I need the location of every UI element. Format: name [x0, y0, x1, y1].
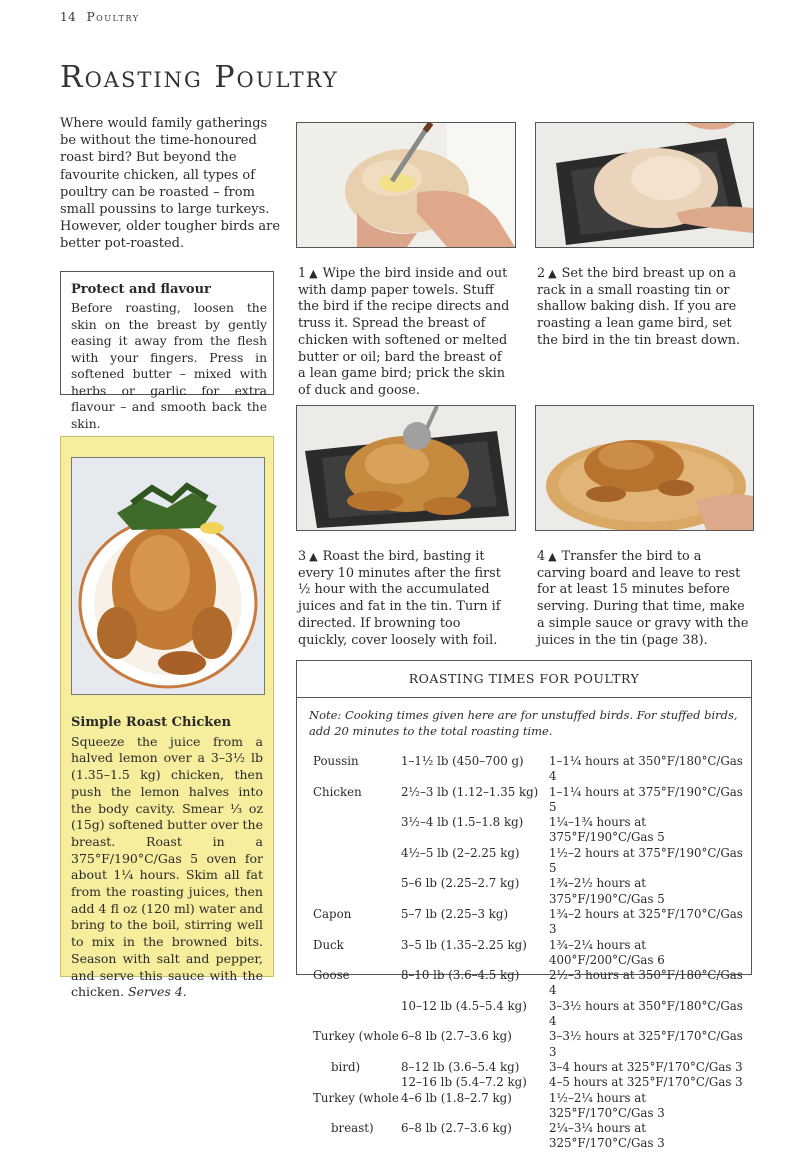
- weight-cell: 4½–5 lb (2–2.25 kg): [401, 845, 520, 860]
- time-cell: 1¾–2 hours at 325°F/170°C/Gas 3: [549, 906, 743, 937]
- step-3-number: 3: [298, 549, 307, 564]
- step-1-number: 1: [298, 266, 307, 281]
- step-4-photo: [535, 405, 754, 531]
- step-2-body: Set the bird breast up on a rack in a small roasting tin or shallow baking dish. If you are roasting a lean game bird, set the bird in the tin breast down.: [537, 266, 741, 348]
- table-row: [313, 1121, 743, 1152]
- bird-cell: [313, 876, 401, 907]
- table-heading: ROASTING TIMES FOR POULTRY: [297, 661, 751, 698]
- weight-cell: 8–12 lb (3.6–5.4 kg): [401, 1059, 520, 1074]
- bird-cell: breast): [331, 1121, 374, 1136]
- weight-cell: 3–5 lb (1.35–2.25 kg): [401, 937, 527, 952]
- weight-cell: 2½–3 lb (1.12–1.35 kg): [401, 784, 539, 799]
- table-row: [313, 785, 743, 816]
- weight-cell: 1–1½ lb (450–700 g): [401, 754, 524, 768]
- recipe-body: [71, 734, 263, 1001]
- table-row: [313, 1029, 743, 1060]
- page-number: 14: [60, 10, 77, 24]
- time-cell: 2¼–3¼ hours at 325°F/170°C/Gas 3: [549, 1121, 665, 1151]
- recipe-box: [60, 436, 274, 1000]
- weight-cell: 5–6 lb (2.25–2.7 kg): [401, 876, 520, 891]
- step-2-text: [537, 266, 752, 350]
- weight-cell: 6–8 lb (2.7–3.6 kg): [401, 1121, 512, 1136]
- time-cell: 1–1¼ hours at 375°F/190°C/Gas 5: [549, 784, 743, 814]
- table-row: [313, 1075, 743, 1090]
- bird-cell: Duck: [313, 937, 344, 952]
- weight-cell: 8–10 lb (3.6–4.5 kg): [401, 968, 520, 983]
- triangle-icon: ▲: [548, 267, 557, 280]
- table-row: [313, 907, 743, 938]
- page-title: Roasting Poultry: [60, 60, 339, 95]
- section-name: Poultry: [86, 10, 140, 24]
- bird-cell: Poussin: [313, 754, 359, 768]
- step-3-text: [298, 549, 513, 649]
- step-1-photo: [296, 122, 516, 248]
- bird-cell: [313, 999, 401, 1030]
- time-cell: 1½–2¼ hours at 325°F/170°C/Gas 3: [549, 1090, 665, 1120]
- recipe-heading: Simple Roast Chicken: [71, 715, 232, 730]
- table-row: [313, 846, 743, 877]
- recipe-instructions: Squeeze the juice from a halved lemon over a 3–3½ lb (1.35–1.5 kg) chicken, then push the lemon halves into the body cavity. Smear ⅓ oz (15g) softened butter over the breast. Roast in a 375°F/190°C/Gas 5 oven for about 1¼ hours. Skim all fat from the roasting juices, then add 4 fl oz (120 ml) water and bring to the boil, stirring well to mix in the browned bits. Season with salt and pepper, and serve this sauce with the chicken.: [71, 733, 263, 1000]
- table-row: [313, 999, 743, 1030]
- table-row: [313, 815, 743, 846]
- step-3-photo: [296, 405, 516, 531]
- time-cell: 1–1¼ hours at 350°F/180°C/Gas 4: [549, 754, 743, 784]
- time-cell: 1¾–2½ hours at 375°F/190°C/Gas 5: [549, 876, 665, 906]
- triangle-icon: ▲: [548, 550, 557, 563]
- protect-flavour-box: [60, 271, 274, 431]
- time-cell: 3–4 hours at 325°F/170°C/Gas 3: [549, 1059, 743, 1074]
- bird-cell: [313, 815, 401, 846]
- step-2-photo: [535, 122, 754, 248]
- table-row: [313, 1060, 743, 1075]
- step-2-number: 2: [537, 266, 546, 281]
- time-cell: 2½–3 hours at 350°F/180°C/Gas 4: [549, 968, 743, 998]
- weight-cell: 10–12 lb (4.5–5.4 kg): [401, 998, 527, 1013]
- table-row: [313, 1091, 743, 1122]
- step-4-text: [537, 549, 752, 649]
- table-note: Note: Cooking times given here are for unstuffed birds. For stuffed birds, add 20 minutes to the total roasting time.: [309, 708, 738, 738]
- weight-cell: 5–7 lb (2.25–3 kg): [401, 906, 509, 921]
- running-head: [60, 10, 140, 24]
- intro-paragraph: Where would family gatherings be without the time-honoured roast bird? But beyond the favourite chicken, all types of poultry can be roasted – from small poussins to large turkeys. However, older tougher birds are better pot-roasted.: [60, 116, 281, 252]
- table-row: [313, 938, 743, 969]
- protect-body: Before roasting, loosen the skin on the breast by gently easing it away from the flesh with your fingers. Press in softened butter – mixed with herbs or garlic for extra flavour – and smooth back the skin.: [71, 301, 267, 431]
- step-4-body: Transfer the bird to a carving board and leave to rest for at least 15 minutes before serving. During that time, make a simple sauce or gravy with the juices in the tin (page 38).: [537, 549, 749, 648]
- roast-chicken-photo: [71, 457, 265, 695]
- time-cell: 1¾–2¼ hours at 400°F/200°C/Gas 6: [549, 937, 665, 967]
- weight-cell: 3½–4 lb (1.5–1.8 kg): [401, 815, 524, 830]
- step-1-body: Wipe the bird inside and out with damp paper towels. Stuff the bird if the recipe directs and truss it. Spread the breast of chicken with softened or melted butter or oil; bard the breast of a lean game bird; prick the skin of duck and goose.: [298, 266, 510, 398]
- bird-cell: [313, 1075, 401, 1090]
- triangle-icon: ▲: [309, 267, 318, 280]
- bird-cell: Turkey (whole: [313, 1090, 399, 1105]
- weight-cell: 12–16 lb (5.4–7.2 kg): [401, 1075, 527, 1090]
- time-cell: 1¼–1¾ hours at 375°F/190°C/Gas 5: [549, 815, 665, 845]
- bird-cell: Capon: [313, 906, 352, 921]
- recipe-serves: Serves 4.: [128, 984, 187, 1000]
- bird-cell: Goose: [313, 968, 350, 983]
- bird-cell: Turkey (whole: [313, 1029, 399, 1044]
- table-row: [313, 968, 743, 999]
- step-3-body: Roast the bird, basting it every 10 minutes after the first ½ hour with the accumulated juices and fat in the tin. Turn if directed. If browning too quickly, cover loosely with foil.: [298, 549, 501, 648]
- time-cell: 3–3½ hours at 325°F/170°C/Gas 3: [549, 1029, 743, 1059]
- table-body: [313, 754, 743, 1152]
- table-row: [313, 876, 743, 907]
- protect-heading: Protect and flavour: [71, 282, 211, 297]
- weight-cell: 6–8 lb (2.7–3.6 kg): [401, 1029, 512, 1044]
- bird-cell: [313, 846, 401, 877]
- time-cell: 3–3½ hours at 350°F/180°C/Gas 4: [549, 998, 743, 1029]
- bird-cell: bird): [331, 1059, 361, 1074]
- roasting-times-table: [296, 660, 752, 1151]
- recipe-text: [71, 715, 263, 1001]
- step-4-number: 4: [537, 549, 546, 564]
- triangle-icon: ▲: [309, 550, 318, 563]
- time-cell: 4–5 hours at 325°F/170°C/Gas 3: [549, 1075, 743, 1090]
- time-cell: 1½–2 hours at 375°F/190°C/Gas 5: [549, 845, 743, 876]
- table-row: [313, 754, 743, 785]
- weight-cell: 4–6 lb (1.8–2.7 kg): [401, 1090, 512, 1105]
- bird-cell: Chicken: [313, 784, 362, 799]
- step-1-text: [298, 266, 513, 400]
